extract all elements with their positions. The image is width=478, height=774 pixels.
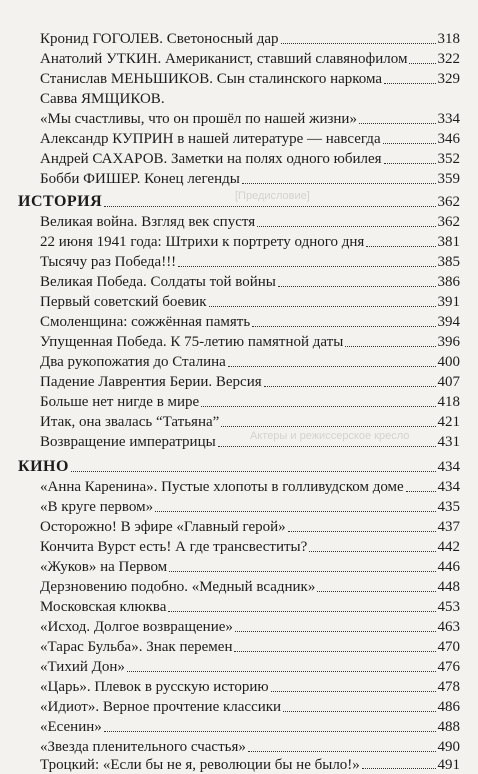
toc-entry[interactable]: Дерзновению подобно. «Медный всадник» 448 xyxy=(40,579,460,595)
toc-entry[interactable]: Упущенная Победа. К 75-летию памятной даты 396 xyxy=(40,334,460,350)
toc-entry[interactable]: Кончита Вурст есть! А где трансвеститы? 442 xyxy=(40,539,460,555)
toc-entry[interactable]: «Царь». Плевок в русскую историю 478 xyxy=(40,679,460,695)
toc-entry[interactable]: Итак, она звалась “Татьяна” 421 xyxy=(40,414,460,430)
toc-entry[interactable]: Смоленщина: сожжённая память 394 xyxy=(40,314,460,330)
section-heading-cinema[interactable]: КИНО 434 xyxy=(18,458,460,475)
toc-entry[interactable]: Троцкий: «Если бы не я, революции бы не было!» 491 xyxy=(40,757,460,773)
toc-entry[interactable]: Андрей САХАРОВ. Заметки на полях одного юбилея 352 xyxy=(40,151,460,167)
toc-entry[interactable]: Осторожно! В эфире «Главный герой» 437 xyxy=(40,519,460,535)
toc-entry[interactable]: Кронид ГОГОЛЕВ. Светоносный дар 318 xyxy=(40,31,460,47)
toc-entry[interactable]: «Анна Каренина». Пустые хлопоты в голливудском доме 434 xyxy=(40,479,460,495)
toc-entry[interactable]: Александр КУПРИН в нашей литературе — навсегда 346 xyxy=(40,131,460,147)
show-through-text: [Предисловие] xyxy=(235,190,310,202)
toc-entry[interactable]: «Есенин» 488 xyxy=(40,719,460,735)
toc-entry[interactable]: Два рукопожатия до Сталина 400 xyxy=(40,354,460,370)
toc-entry[interactable]: Тысячу раз Победа!!! 385 xyxy=(40,254,460,270)
toc-entry[interactable]: Бобби ФИШЕР. Конец легенды 359 xyxy=(40,171,460,187)
toc-entry[interactable]: «Идиот». Верное прочтение классики 486 xyxy=(40,699,460,715)
toc-entry[interactable]: Анатолий УТКИН. Американист, ставший славянофилом 322 xyxy=(40,51,460,67)
toc-entry[interactable]: Московская клюква 453 xyxy=(40,599,460,615)
toc-entry[interactable]: Станислав МЕНЬШИКОВ. Сын сталинского наркома 329 xyxy=(40,71,460,87)
toc-entry-line: Савва ЯМЩИКОВ. xyxy=(40,91,165,107)
toc-entry[interactable]: Возвращение императрицы 431 xyxy=(40,434,460,450)
toc-entry[interactable]: Падение Лаврентия Берии. Версия 407 xyxy=(40,374,460,390)
toc-entry[interactable]: «Тихий Дон» 476 xyxy=(40,659,460,675)
toc-entry[interactable]: «Исход. Долгое возвращение» 463 xyxy=(40,619,460,635)
section-heading-history[interactable]: ИСТОРИЯ 362 xyxy=(18,193,460,210)
toc-entry[interactable]: Больше нет нигде в мире 418 xyxy=(40,394,460,410)
toc-entry[interactable]: Первый советский боевик 391 xyxy=(40,294,460,310)
show-through-text: Актеры и режиссерское кресло xyxy=(250,430,410,442)
toc-entry[interactable]: «В круге первом» 435 xyxy=(40,499,460,515)
toc-entry[interactable]: «Мы счастливы, что он прошёл по нашей жизни» 334 xyxy=(40,111,460,127)
toc-entry[interactable]: «Тарас Бульба». Знак перемен 470 xyxy=(40,639,460,655)
toc-entry[interactable]: 22 июня 1941 года: Штрихи к портрету одного дня 381 xyxy=(40,234,460,250)
toc-entry[interactable]: «Жуков» на Первом 446 xyxy=(40,559,460,575)
toc-entry[interactable]: Великая война. Взгляд век спустя 362 xyxy=(40,214,460,230)
toc-entry[interactable]: «Звезда пленительного счастья» 490 xyxy=(40,739,460,755)
toc-entry[interactable]: Великая Победа. Солдаты той войны 386 xyxy=(40,274,460,290)
